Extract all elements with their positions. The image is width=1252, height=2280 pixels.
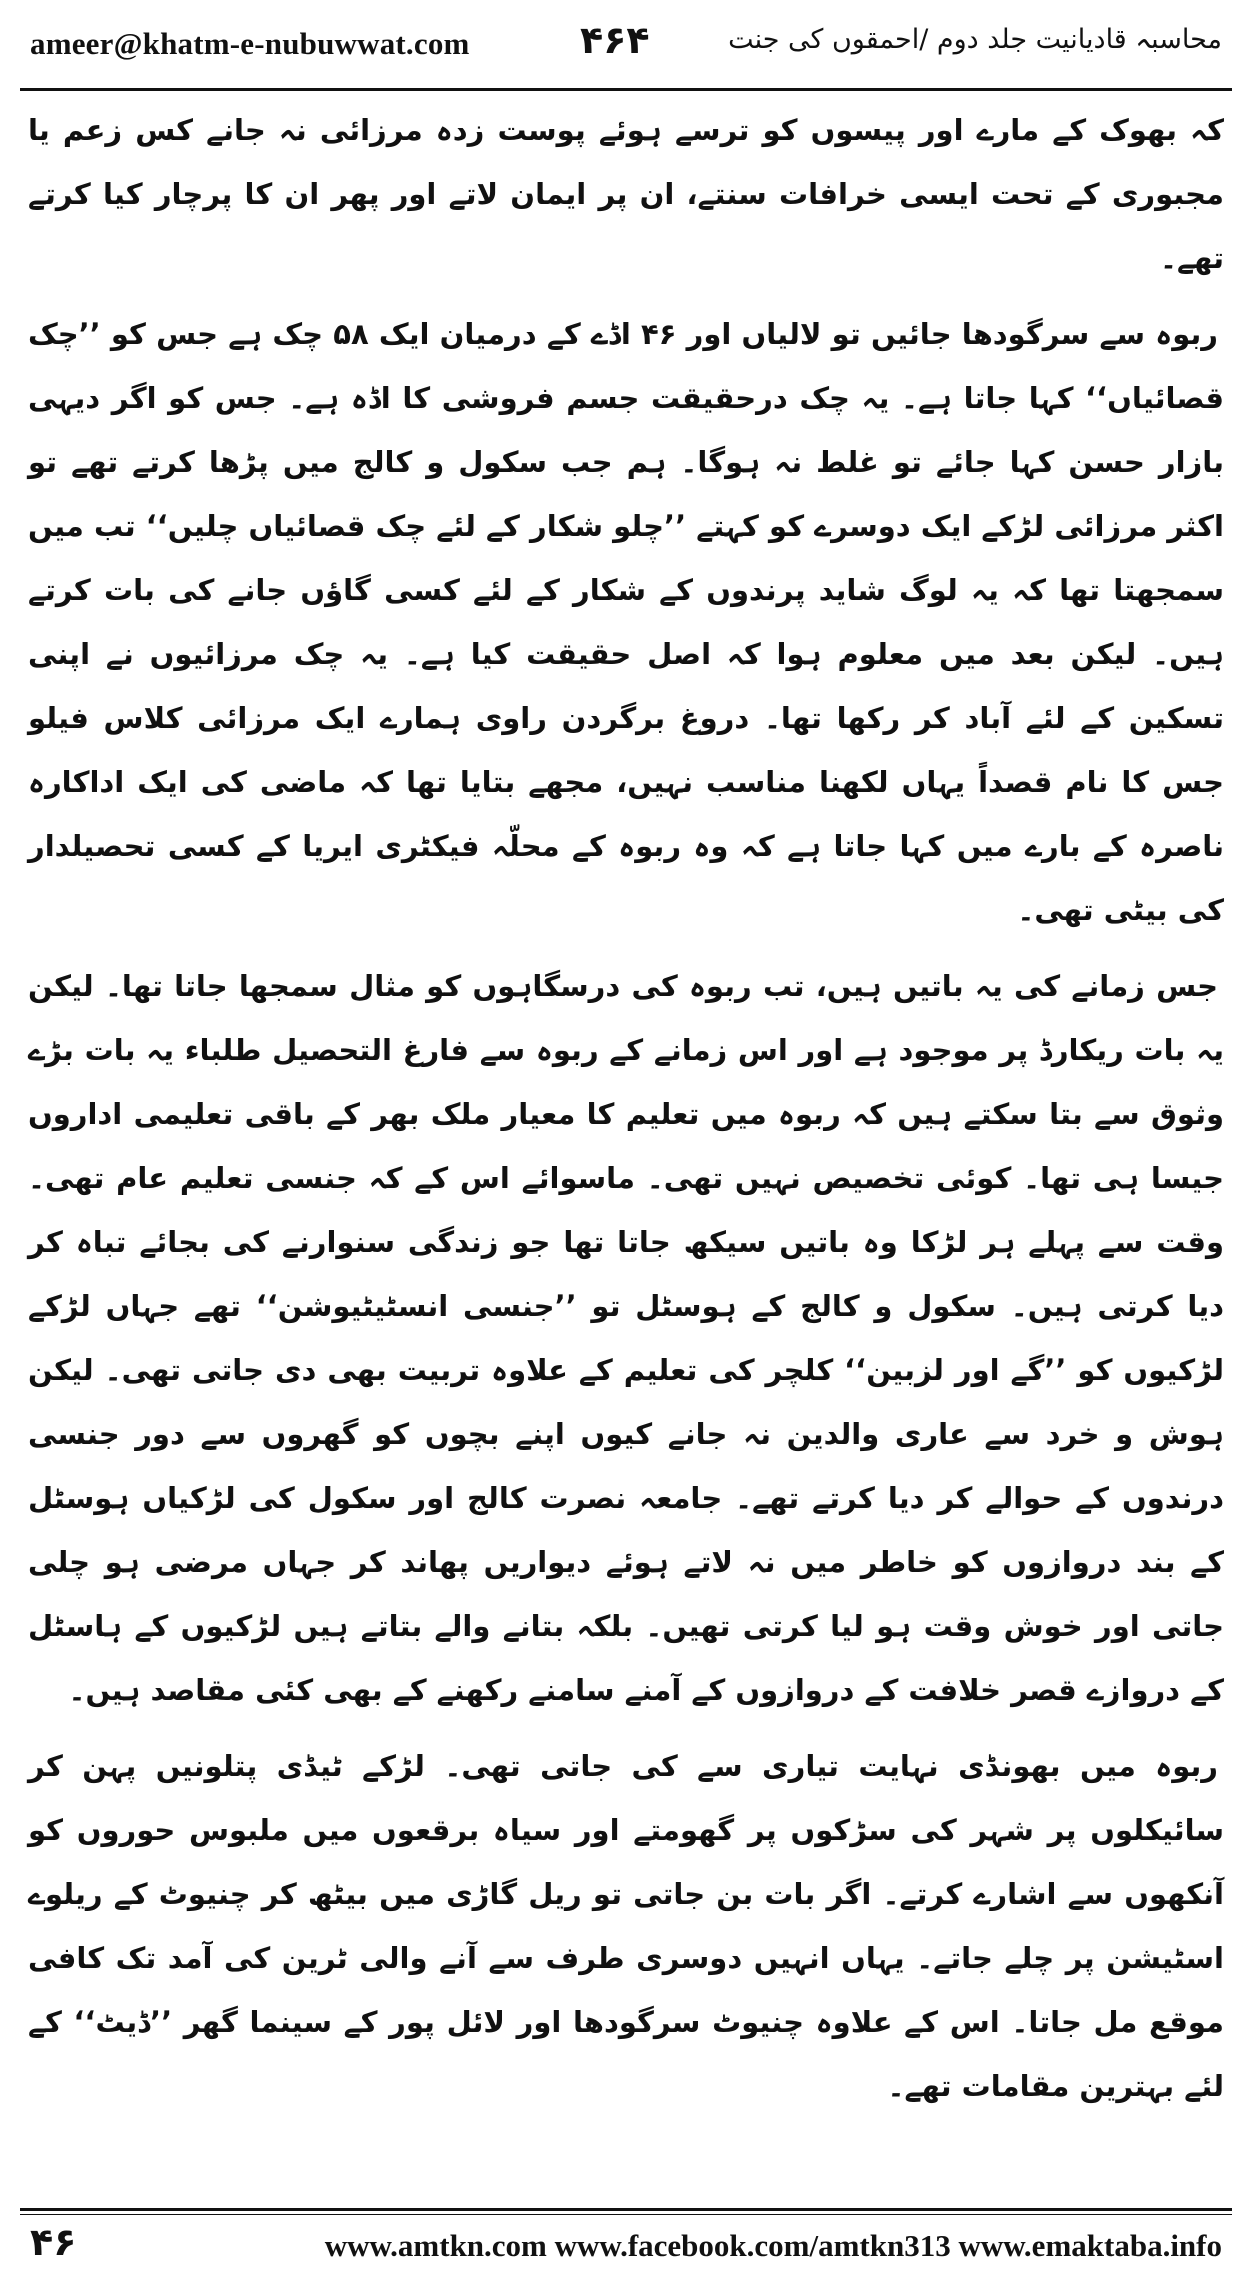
page-footer bbox=[20, 2222, 1232, 2272]
page-header bbox=[20, 18, 1232, 82]
footer-websites: www.amtkn.com www.facebook.com/amtkn313 www.emaktaba.info bbox=[324, 2228, 1222, 2263]
page-body bbox=[28, 98, 1224, 2130]
header-divider bbox=[20, 88, 1232, 91]
footer-divider-thin bbox=[20, 2214, 1232, 2215]
header-email: ameer@khatm-e-nubuwwat.com bbox=[30, 26, 470, 61]
paragraph-3: جس زمانے کی یہ باتیں ہیں، تب ربوہ کی درسگاہوں کو مثال سمجھا جاتا تھا۔ لیکن یہ بات ریکارڈ پر موجود ہے اور اس زمانے کے ربوہ سے فارغ التحصیل طلباء یہ بات بڑے وثوق سے بتا سکتے ہیں کہ ربوہ میں تعلیم کا معیار ملک بھر کے باقی تعلیمی اداروں جیسا ہی تھا۔ کوئی تخصیص نہیں تھی۔ ماسوائے اس کے کہ جنسی تعلیم عام تھی۔ وقت سے پہلے ہر لڑکا وہ باتیں سیکھ جاتا تھا جو زندگی سنوارنے کی بجائے تباہ کر دیا کرتی ہیں۔ سکول و کالج کے ہوسٹل تو ’’جنسی انسٹیٹیوشن‘‘ تھے جہاں لڑکے لڑکیوں کو ’’گے اور لزبین‘‘ کلچر کی تعلیم کے علاوہ تربیت بھی دی جاتی تھی۔ لیکن ہوش و خرد سے عاری والدین نہ جانے کیوں اپنے بچوں کو گھروں سے دور جنسی درندوں کے حوالے کر دیا کرتے تھے۔ جامعہ نصرت کالج اور سکول کی لڑکیاں ہوسٹل کے بند دروازوں کو خاطر میں نہ لاتے ہوئے دیواریں پھاند کر جہاں مرضی ہو چلی جاتی اور خوش وقت ہو لیا کرتی تھیں۔ بلکہ بتانے والے بتاتے ہیں لڑکیوں کے ہاسٹل کے دروازے قصر خلافت کے دروازوں کے آمنے سامنے رکھنے کے بھی کئی مقاصد ہیں۔ bbox=[28, 969, 1224, 1707]
footer-page-number: ۴۶ bbox=[30, 2220, 77, 2264]
paragraph-4: ربوہ میں بھونڈی نہایت تیاری سے کی جاتی تھی۔ لڑکے ٹیڈی پتلونیں پہن کر سائیکلوں پر شہر کی سڑکوں پر گھومتے اور سیاہ برقعوں میں ملبوس حوروں کو آنکھوں سے اشارے کرتے۔ اگر بات بن جاتی تو ریل گاڑی میں بیٹھ کر چنیوٹ کے ریلوے اسٹیشن پر چلے جاتے۔ یہاں انہیں دوسری طرف سے آنے والی ٹرین کی آمد تک کافی موقع مل جاتا۔ اس کے علاوہ چنیوٹ سرگودھا اور لائل پور کے سینما گھر ’’ڈیٹ‘‘ کے لئے بہترین مقامات تھے۔ bbox=[28, 1749, 1224, 2103]
paragraph-2: ربوہ سے سرگودھا جائیں تو لالیاں اور ۴۶ اڈے کے درمیان ایک ۵۸ چک ہے جس کو ’’چک قصائیاں‘‘ کہا جاتا ہے۔ یہ چک درحقیقت جسم فروشی کا اڈہ ہے۔ جس کو اگر دیہی بازار حسن کہا جائے تو غلط نہ ہوگا۔ ہم جب سکول و کالج میں پڑھا کرتے تھے تو اکثر مرزائی لڑکے ایک دوسرے کو کہتے ’’چلو شکار کے لئے چک قصائیاں چلیں‘‘ تب میں سمجھتا تھا کہ یہ لوگ شاید پرندوں کے شکار کے لئے کسی گاؤں جانے کی بات کرتے ہیں۔ لیکن بعد میں معلوم ہوا کہ اصل حقیقت کیا ہے۔ یہ چک مرزائیوں نے اپنی تسکین کے لئے آباد کر رکھا تھا۔ دروغ برگردن راوی ہمارے ایک مرزائی کلاس فیلو جس کا نام قصداً یہاں لکھنا مناسب نہیں، مجھے بتایا تھا کہ ماضی کی ایک اداکارہ ناصرہ کے بارے میں کہا جاتا ہے کہ وہ ربوہ کے محلّہ فیکٹری ایریا کے کسی تحصیلدار کی بیٹی تھی۔ bbox=[28, 317, 1224, 927]
footer-divider bbox=[20, 2208, 1232, 2211]
book-title: محاسبہ قادیانیت جلد دوم /احمقوں کی جنت bbox=[728, 24, 1222, 55]
header-page-number: ۴۶۴ bbox=[580, 18, 650, 62]
paragraph-1: کہ بھوک کے مارے اور پیسوں کو ترسے ہوئے پوست زدہ مرزائی نہ جانے کس زعم یا مجبوری کے تحت ایسی خرافات سنتے، ان پر ایمان لاتے اور پھر ان کا پرچار کیا کرتے تھے۔ bbox=[28, 113, 1224, 275]
